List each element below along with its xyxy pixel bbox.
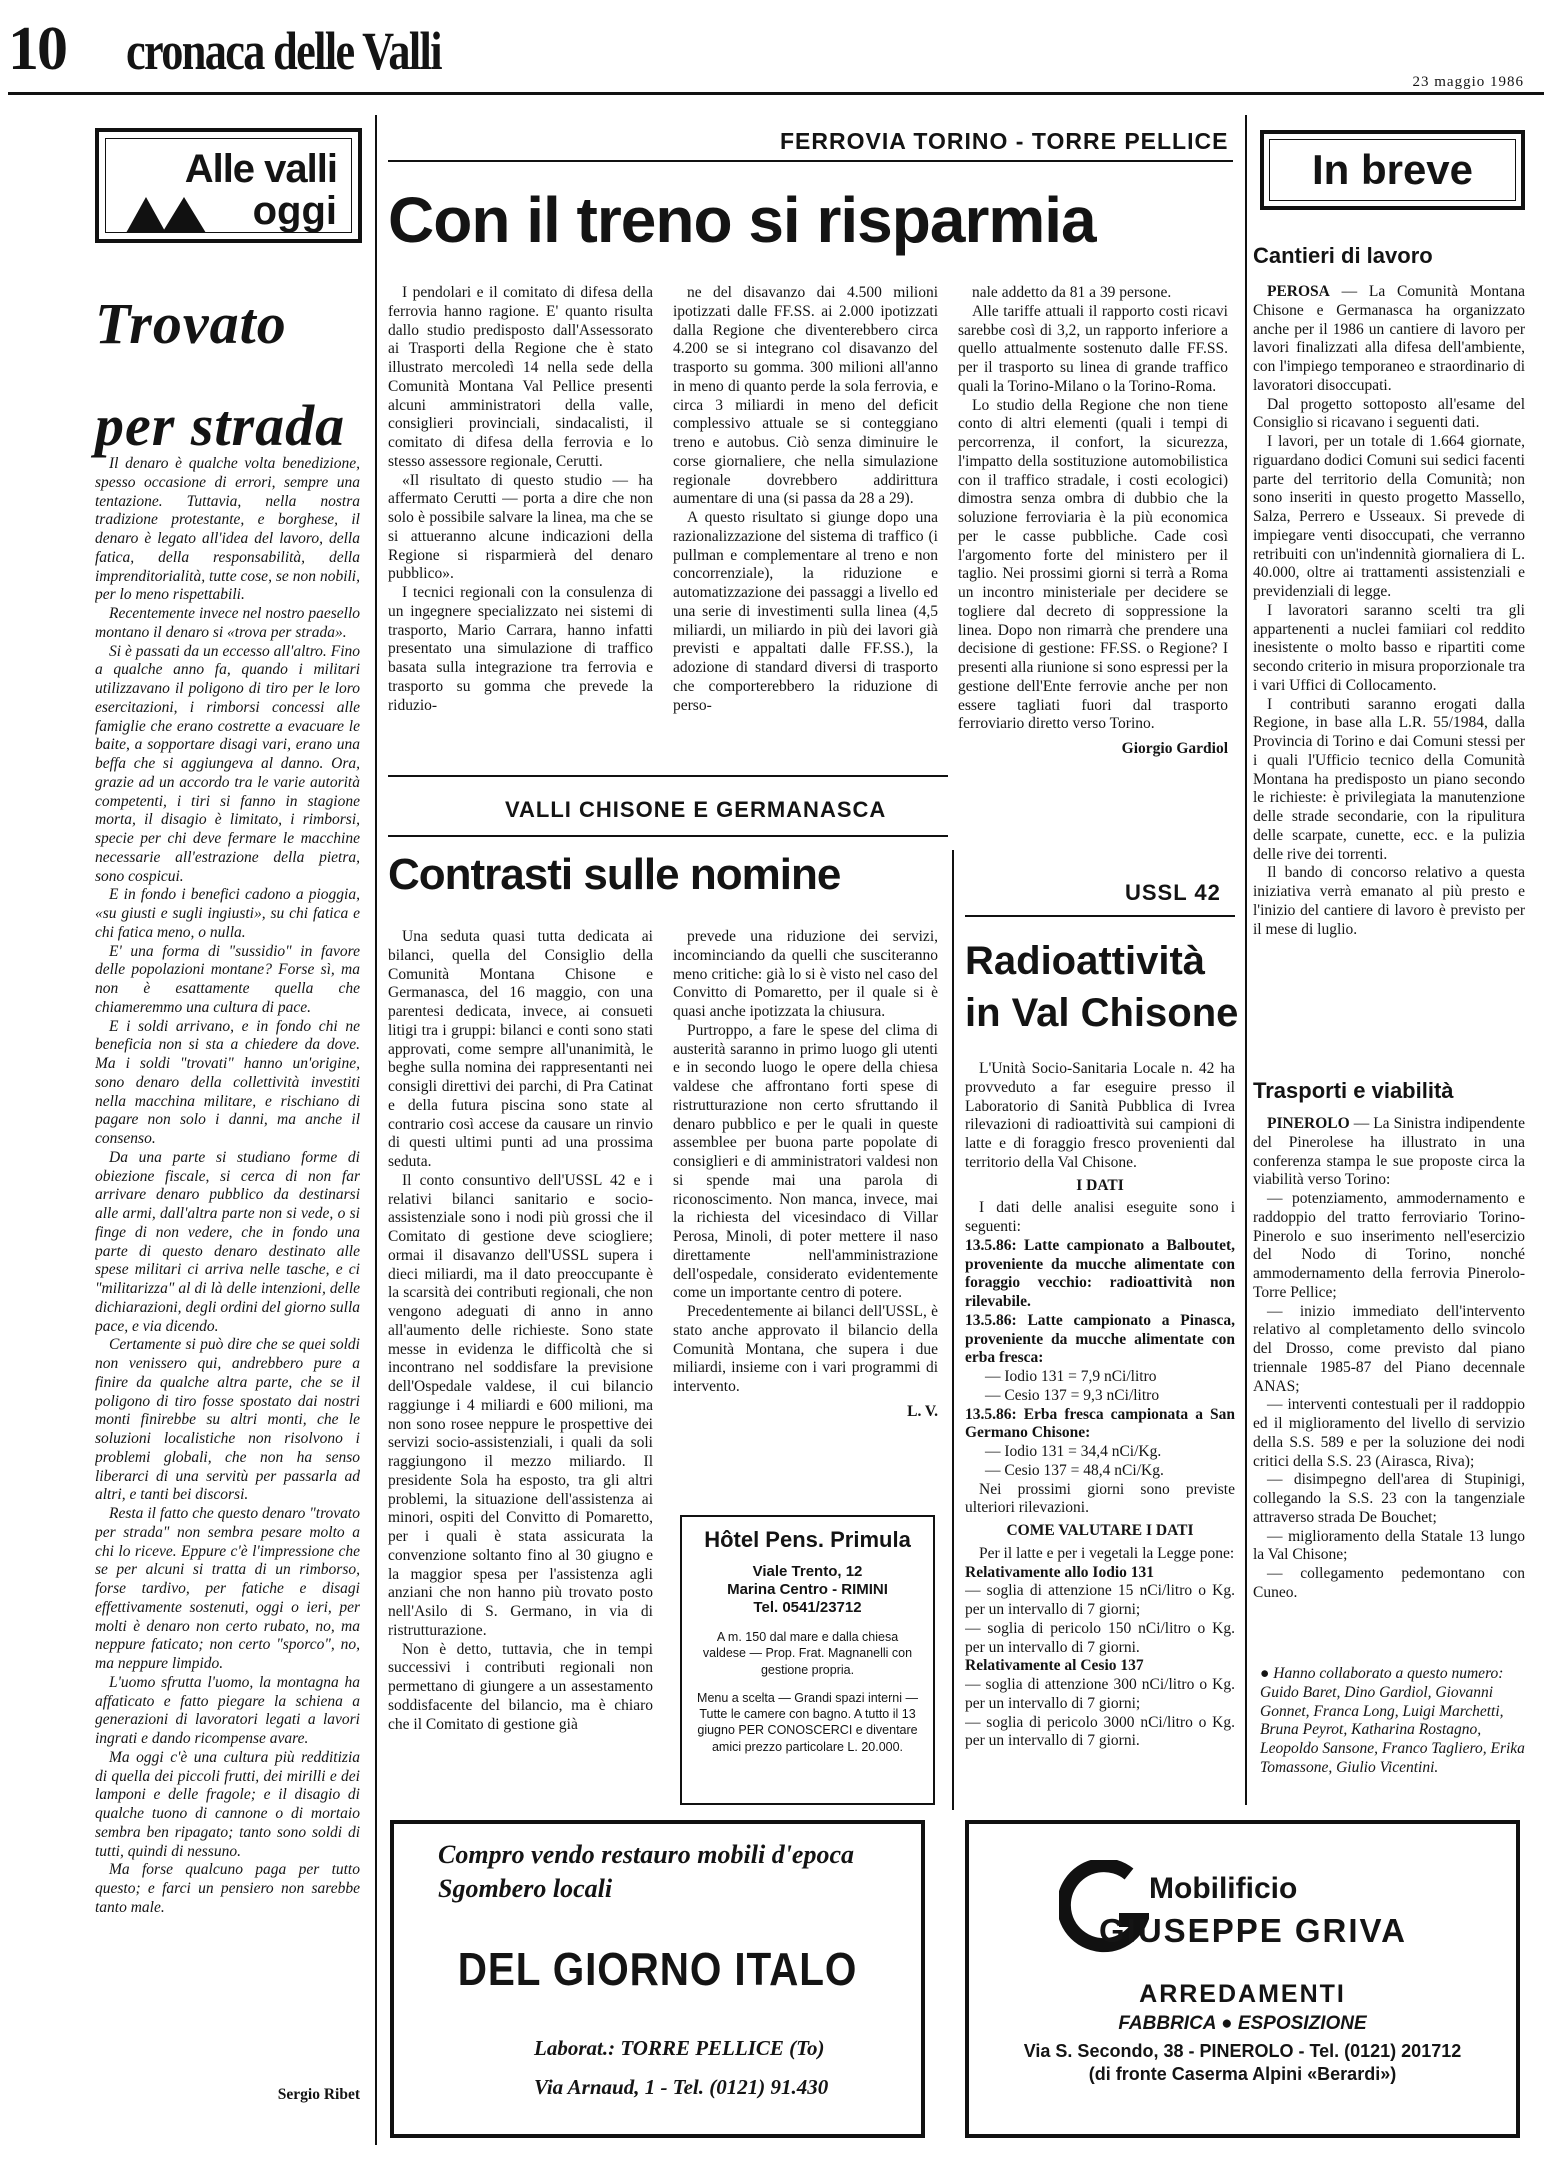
- text: — La Sinistra indipendente del Pinerolese ha illustrato in una conferenza stampa le sue proposte circa la viabilità verso Torino:: [1253, 1115, 1525, 1189]
- cantieri-title: Cantieri di lavoro: [1253, 243, 1433, 268]
- paragraph: — miglioramento della Statale 13 lungo la Val Chisone;: [1253, 1527, 1525, 1564]
- paragraph: I lavoratori saranno scelti tra gli appartenenti a nuclei famiiari col reddito inesistente o molto basso e ripartiti come secondo criterio in misura proporzionale tra i vari Uffici di Collocamento.: [1253, 601, 1525, 694]
- issue-date: 23 maggio 1986: [1412, 74, 1524, 90]
- ad-name: DEL GIORNO ITALO: [457, 1942, 858, 1995]
- paragraph: I dati delle analisi eseguite sono i seguenti:: [965, 1199, 1235, 1235]
- alle-valli-title: Alle valli: [184, 147, 337, 191]
- paragraph: E in fondo i benefici cadono a pioggia, «su giusti e sugli ingiusti», su chi fatica e chi fatica meno, o nulla.: [95, 886, 360, 941]
- column-rule: [375, 115, 377, 2145]
- griva-landmark: (di fronte Caserma Alpini «Berardi»): [1088, 2064, 1397, 2084]
- paper-name: cronaca delle Valli: [126, 21, 441, 81]
- text: — La Comunità Montana Chisone e Germanasca ha organizzato anche per il 1986 un cantiere di lavoro per lavori finalizzati alla difesa dell'ambiente, con l'impiego temporaneo e straordinario di lavoratori disoccupati.: [1253, 283, 1525, 394]
- mountains-icon: [126, 195, 206, 235]
- griva-category: ARREDAMENTI: [1139, 1980, 1346, 2008]
- ussl-body: [965, 1060, 1235, 1820]
- threshold-item: — soglia di attenzione 15 nCi/litro o Kg. per un intervallo di 7 giorni;: [965, 1582, 1235, 1618]
- trovato-signature: [95, 2080, 360, 2104]
- paragraph: Certamente si può dire che se quei soldi non venissero qui, andrebbero pure a finire da qualche altra parte, che se il poligono di tiro fosse spostato dai nostri monti finirebbe su altri monti, che le soluzioni localistiche non risolvono i problemi globali, che non ha senso liberarci di una servitù per passarla ad altri, e tanti bei discorsi.: [95, 1336, 360, 1504]
- paragraph: Dal progetto sottoposto all'esame del Consiglio si ricavano i seguenti dati.: [1253, 395, 1525, 432]
- contrasti-col-2: [673, 928, 938, 1498]
- data-value: — Iodio 131 = 34,4 nCi/Kg.: [985, 1443, 1162, 1460]
- paragraph: — potenziamento, ammodernamento e raddoppio del tratto ferroviario Torino-Pinerolo e suo inserimento nell'esercizio del Nodo di Torino, nonché ammodernamento della ferrovia Pinerolo-Torre Pellice;: [1253, 1190, 1525, 1301]
- paragraph: L'Unità Socio-Sanitaria Locale n. 42 ha provveduto a far eseguire presso il Laboratorio di Sanità Pubblica di Ivrea rilevazioni di radioattività sui campioni di latte e di foraggio fresco provenienti dal territorio della Val Chisone.: [965, 1060, 1235, 1171]
- paragraph: — interventi contestuali per il raddoppio ed il miglioramento del livello di servizio della S.S. 589 e per la soluzione dei nodi critici della S.S. 23 (Airasca, Riva);: [1253, 1396, 1525, 1470]
- page-number: 10: [8, 15, 66, 83]
- ferrovia-headline: Con il treno si risparmia: [388, 184, 1096, 256]
- paragraph: prevede una riduzione dei servizi, incominciando da quelli che susciteranno meno critiche: già lo si è visto nel caso del Convitto di Pomaretto, per il quale si è quasi anche ipotizzata la chiusura.: [673, 928, 938, 1020]
- paragraph: Si è passati da un eccesso all'altro. Fino a qualche anno fa, quando i militari utilizzavano il poligono di tiro per le loro esercitazioni, i rimborsi concessi alle famiglie che erano costrette a evacuare le baite, a sopportare disagi vari, erano una beffa che si aggiungeva al danno. Ora, grazie ad un accordo tra le varie autorità competenti, i tiri si fanno in stagione morta, il disagio è limitato, i rimborsi, specie per chi deve fermare le macchine necessarie all'estrazione della pietra, sono cospicui.: [95, 642, 360, 885]
- paragraph: Purtroppo, a fare le spese del clima di austerità saranno in primo luogo gli utenti e in secondo luogo le opere della chiesa valdese che affrontano forti spese di ristrutturazione non certo sfruttando il denaro pubblico e per le quali in queste assemblee per buona parte popolate di consiglieri e di amministratori valdesi non si spende mai una parola di riconoscimento. Non manca, invece, mai la richiesta del vicesindaco di Villar Perosa, Minoli, di poter mettere il naso direttamente nell'amministrazione dell'ospedale, considerato evidentemente come un importante centro di potere.: [673, 1021, 938, 1302]
- ad-line: Sgombero locali: [438, 1873, 613, 1903]
- rule: [388, 775, 948, 777]
- data-entry: 13.5.86: Latte campionato a Pinasca, proveniente da mucche alimentate con erba fresca:: [965, 1311, 1235, 1367]
- paragraph: — inizio immediato dell'intervento relativo al completamento dello svincolo del Drosso, come previsto dal piano triennale 1985-87 del Piano decennale ANAS;: [1253, 1302, 1525, 1395]
- del-giorno-italo-ad: [390, 1820, 925, 2138]
- trovato-title-line-1: Trovato: [95, 291, 287, 356]
- cantieri-body: [1253, 283, 1525, 1083]
- paragraph: Alle tariffe attuali il rapporto costi ricavi sarebbe così di 3,2, un rapporto inferiore a quello attualmente sostenuto dalle FF.SS. per il trasporto su linea di grande traffico quali la Torino-Milano o la Torino-Roma.: [958, 302, 1228, 395]
- data-entry: 13.5.86: Erba fresca campionata a San Germano Chisone:: [965, 1405, 1235, 1442]
- data-value: — Iodio 131 = 7,9 nCi/litro: [985, 1368, 1157, 1385]
- in-breve-title: In breve: [1269, 139, 1516, 201]
- threshold-item: — soglia di attenzione 300 nCi/litro o Kg. per un intervallo di 7 giorni;: [965, 1676, 1235, 1712]
- paragraph: Ma forse qualcuno paga per tutto questo; e farci un pensiero non sarebbe tanto male.: [95, 1861, 360, 1916]
- signature: Sergio Ribet: [277, 2086, 360, 2103]
- trovato-body: [95, 455, 360, 2070]
- paragraph: Non è detto, tuttavia, che in tempi successivi i contributi regionali non permettano di giungere a un assestamento soddisfacente del bilancio, ma è chiaro che il Comitato di gestione già: [388, 1640, 653, 1733]
- alle-valli-subtitle: oggi: [252, 189, 337, 233]
- paragraph: Lo studio della Regione che non tiene conto di altri elementi (quali i tempi di percorrenza, il confort, la sicurezza, l'impatto della sostituzione automobilistica con il traffico stradale, i costi ecologici) dimostra senza ombra di dubbio che la soluzione ferroviaria è la più economica per le casse pubbliche. Cade così l'argomento forte del ministero per il taglio. Nei prossimi giorni si terrà a Roma un incontro ministeriale per decidere se togliere dal decreto di soppressione la linea. Dopo non rimarrà che prendere una decisione di gestione: FF.SS. o Regione? I presenti alla riunione si sono espressi per la gestione dell'Ente ferrovie anche per non essere tagliati fuori dal trasporto ferroviario diretto verso Torino.: [958, 396, 1228, 733]
- trasporti-title: Trasporti e viabilità: [1253, 1078, 1454, 1103]
- ad-address: Via Arnaud, 1 - Tel. (0121) 91.430: [534, 2074, 829, 2099]
- mobilificio-griva-ad: [965, 1820, 1520, 2138]
- ferrovia-col-2: [673, 284, 938, 754]
- place-name: PEROSA: [1267, 283, 1330, 300]
- rule: [965, 915, 1235, 917]
- paragraph: Recentemente invece nel nostro paesello montano il denaro si «trova per strada».: [95, 605, 360, 641]
- bullet-icon: ●: [1260, 1665, 1274, 1682]
- griva-address: Via S. Secondo, 38 - PINEROLO - Tel. (0121) 201712: [1023, 2041, 1462, 2061]
- hotel-text: A m. 150 dal mare e dalla chiesa valdese — Prop. Frat. Magnanelli con gestione propria.: [702, 1630, 913, 1677]
- column-rule: [952, 850, 954, 1810]
- griva-name-line-1: Mobilificio: [1149, 1872, 1298, 1905]
- hotel-text: Menu a scelta — Grandi spazi interni — Tutte le camere con bagno. A tutto il 13 giugno PER CONOSCERCI e diventare amici prezzo particolare L. 20.000.: [697, 1690, 918, 1754]
- paragraph: Il bando di concorso relativo a questa iniziativa verrà emanato al più presto e l'inizio del cantiere di lavoro è previsto per il mese di luglio.: [1253, 864, 1525, 938]
- place-name: PINEROLO: [1267, 1115, 1350, 1132]
- ussl-headline-line-1: Radioattività: [965, 939, 1206, 983]
- hotel-phone: Tel. 0541/23712: [753, 1599, 862, 1616]
- rule: [388, 160, 1233, 162]
- paragraph: E i soldi arrivano, e in fondo chi ne beneficia non si sta a chiedere da dove. Ma i soldi "trovati" hanno un'origine, sono denaro della collettività investiti nella macchina militare, e rischiano di pagare non solo i danni, ma anche il consenso.: [95, 1017, 360, 1147]
- griva-subtitle: FABBRICA ● ESPOSIZIONE: [1118, 2013, 1367, 2034]
- ad-lab: Laborat.: TORRE PELLICE (To): [534, 2035, 825, 2060]
- trovato-title: [95, 285, 355, 466]
- paragraph: I pendolari e il comitato di difesa della ferrovia hanno ragione. E' quanto risulta dallo studio predisposto dall'Assessorato ai Trasporti della Regione che è stato illustrato mercoledì 14 nella sede della Comunità Montana Val Pellice presenti alcuni amministratori della valle, consiglieri provinciali, sindacalisti, il comitato di difesa della ferrovia e lo stesso assessore regionale, Cerutti.: [388, 284, 653, 470]
- paragraph: E' una forma di "sussidio" in favore delle popolazioni montane? Forse sì, ma non è esattamente quella che chiameremmo una cultura di pace.: [95, 942, 360, 1016]
- collaboratori-note: [1260, 1665, 1525, 1778]
- hotel-name: Hôtel Pens. Primula: [704, 1527, 911, 1552]
- paragraph: Una seduta quasi tutta dedicata ai bilanci, quella del Consiglio della Comunità Montana Chisone e Germanasca, del 16 maggio, con una parentesi dedicata, invece, ai consueti litigi tra i gruppi: bilanci e conti sono stati approvati, come sempre all'unanimità, le beghe sulla nomina dei rappresentanti nei consigli direttivi dei parchi, di Pra Catinat e della futura piscina sono state al contrario così accese da causare un rinvio di questi ultimi punti ad una prossima seduta.: [388, 928, 653, 1170]
- ussl-headline: [965, 935, 1240, 1039]
- contrasti-headline: Contrasti sulle nomine: [388, 850, 841, 899]
- threshold-item: — soglia di pericolo 3000 nCi/litro o Kg. per un intervallo di 7 giorni.: [965, 1713, 1235, 1750]
- hotel-address: Viale Trento, 12: [752, 1563, 863, 1580]
- valutare-title: COME VALUTARE I DATI: [1006, 1522, 1194, 1539]
- paragraph: — disimpegno dell'area di Stupinigi, collegando la S.S. 23 con la tangenziale attraverso strada De Bouchet;: [1253, 1471, 1525, 1526]
- paragraph: Resta il fatto che questo denaro "trovato per strada" non sembra pesare molto a chi lo riceve. Eppure c'è l'impressione che se per alcuni si tratta di un rimborso, forse tardivo, per fatiche e disagi effettivamente sostenuti, oggi o ieri, per molti è denaro non certo rubato, no, ma neppure faticato; non certo "sporco", no, ma neppure limpido.: [95, 1505, 360, 1672]
- hotel-city: Marina Centro - RIMINI: [727, 1581, 888, 1598]
- alle-valli-box: [95, 128, 362, 243]
- threshold-heading: Relativamente allo Iodio 131: [965, 1563, 1154, 1581]
- threshold-item: — soglia di pericolo 150 nCi/litro o Kg. per un intervallo di 7 giorni.: [965, 1619, 1235, 1656]
- paragraph: L'uomo sfrutta l'uomo, la montagna ha affaticato e fatto piegare la schiena a generazioni di lavoratori legati a lavori ingrati e dando ricompense avare.: [95, 1673, 360, 1747]
- signature: L. V.: [907, 1402, 938, 1420]
- paragraph: Precedentemente ai bilanci dell'USSL, è stato anche approvato il bilancio della Comunità Montana, che supera i due miliardi, insieme con i vari programmi di intervento.: [673, 1303, 938, 1395]
- signature: Giorgio Gardiol: [1121, 740, 1228, 757]
- paragraph: «Il risultato di questo studio — ha affermato Cerutti — porta a dire che non solo è possibile salvare la linea, ma che se si attueranno alcune indicazioni della Regione si risparmierà del denaro pubblico».: [388, 471, 653, 583]
- ferrovia-col-1: [388, 284, 653, 754]
- paragraph: nale addetto da 81 a 39 persone.: [972, 284, 1172, 301]
- collab-text: Hanno collaborato a questo numero: Guido Baret, Dino Gardiol, Giovanni Gonnet, Franca Long, Luigi Marchetti, Bruna Peyrot, Katharina Rostagno, Leopoldo Sansone, Franco Tagliero, Erika Tomassone, Giulio Vicentini.: [1260, 1665, 1525, 1776]
- paragraph: Ma oggi c'è una cultura più redditizia di quella dei piccoli frutti, dei mirilli e dei lamponi e delle fragole; e il disagio di qualche tuono di cannone o di mortaio sembra ben ripagato; tanto sono soldi di tutti, quindi di nessuno.: [95, 1748, 360, 1860]
- paragraph: Il conto consuntivo dell'USSL 42 e i relativi bilanci sanitario e socio-assistenziale sono i nodi più grossi che il Comitato di gestione deve sciogliere; ormai il disavanzo dell'USSL supera i dieci miliardi, ma il dato preoccupante è la scarsità dei contributi regionali, che non vengono adeguati di anno in anno all'aumento delle richieste. Sono state messe in evidenza le difficoltà che si incontrano nel soddisfare la previsione dell'Ospedale valdese, il cui bilancio raggiunge i 4 miliardi e 600 milioni, ma non sono rosee neppure le prospettive dei servizi socio-assistenziali, i quali da soli raggiungono il mezzo miliardo. Il presidente Sola ha esposto, tra gli altri problemi, la situazione dell'assistenza ai minori, ospiti del Convitto di Pomaretto, per i quali è stata assicurata la convenzione soltanto fino al 30 giugno e la maggior spesa per l'assistenza agli anziani che non hanno più trovato posto nell'Asilo di S. Germano, in via di ristrutturazione.: [388, 1171, 653, 1639]
- masthead-rule: [8, 92, 1544, 95]
- ussl-kicker: USSL 42: [1125, 880, 1221, 905]
- griva-name-line-2: GIUSEPPE GRIVA: [1099, 1912, 1407, 1949]
- paragraph: I contributi saranno erogati dalla Regione, in base alla L.R. 55/1984, dalla Provincia di Torino e dai Comuni stessi per i quali l'Ufficio tecnico della Comunità Montana ha predisposto un piano secondo le richieste: è privilegiata la manutenzione delle strade secondarie, con la ripulitura delle scarpate, cunette, ecc. e la pulizia delle rive dei torrenti.: [1253, 695, 1525, 863]
- data-value: — Cesio 137 = 9,3 nCi/litro: [985, 1386, 1160, 1404]
- paragraph: Nei prossimi giorni sono previste ulteriori rilevazioni.: [965, 1480, 1235, 1517]
- paragraph: A questo risultato si giunge dopo una razionalizzazione del sistema di traffico (i pullman e complementare al treno e non concorrenziale), la riduzione e automatizzazione dei passaggi a livello ed una serie di investimenti sulla linea (4,5 miliardi, un miliardo in più dei lavori già previsti e appaltati dalle FF.SS.), la adozione di standard diversi di trasporto che comporterebbero la riduzione di perso-: [673, 509, 938, 714]
- in-breve-box: [1260, 130, 1525, 210]
- paragraph: I tecnici regionali con la consulenza di un ingegnere specializzato nei sistemi di trasporto, Mario Carrara, hanno infatti presentato una simulazione di traffico basata sulla integrazione tra ferrovia e trasporto su gomma che prevede la riduzio-: [388, 584, 653, 714]
- paragraph: Da una parte si studiano forme di obiezione fiscale, si cerca di non far arrivare denaro pubblico da destinarsi alle armi, dall'altra parte non si vede, o si finge di non vedere, che in fondo una parte di questo denaro destinato alle spese militari ci arriva nelle tasche, e ci "militarizza" al di là delle intenzioni, delle dichiarazioni, degli ordini del giorno sulla pace, e via dicendo.: [95, 1148, 360, 1335]
- contrasti-kicker: VALLI CHISONE E GERMANASCA: [505, 797, 887, 822]
- hotel-primula-ad: [680, 1515, 935, 1805]
- data-entry: 13.5.86: Latte campionato a Balboutet, proveniente da mucche alimentate con foraggio vecchio: radioattività non rilevabile.: [965, 1236, 1235, 1310]
- paragraph: Per il latte e per i vegetali la Legge pone:: [979, 1544, 1235, 1562]
- trovato-title-line-2: per strada: [95, 393, 346, 459]
- ad-line: Compro vendo restauro mobili d'epoca: [438, 1840, 854, 1869]
- dati-title: I DATI: [1076, 1176, 1124, 1194]
- paragraph: [1253, 283, 1525, 396]
- threshold-heading: Relativamente al Cesio 137: [965, 1657, 1144, 1675]
- data-value: — Cesio 137 = 48,4 nCi/Kg.: [985, 1461, 1164, 1479]
- masthead: [8, 15, 1544, 98]
- paragraph: ne del disavanzo dai 4.500 milioni ipotizzati dalle FF.SS. ai 2.000 ipotizzati dalla Regione che diventerebbero circa 4.200 se si integrano col disavanzo del trasporto su gomma. 300 milioni all'anno in meno di quanto perde la sola ferrovia, e circa 3 miliardi in meno del deficit complessivo attuale se si conteggiano treno e autobus. Ciò senza diminuire le corse giornaliere, che nella simulazione regionale dovrebbero addirittura aumentare di una (si passa da 28 a 29).: [673, 284, 938, 508]
- paragraph: — collegamento pedemontano con Cuneo.: [1253, 1565, 1525, 1601]
- paragraph: Il denaro è qualche volta benedizione, spesso occasione di errori, sempre una tentazione. Tuttavia, nella nostra tradizione protestante, e borghese, il denaro è legato all'idea del lavoro, della fatica, della responsabilità, della imprenditorialità, tutte cose, se non nobili, per lo meno rispettabili.: [95, 455, 360, 604]
- paragraph: [1253, 1115, 1525, 1190]
- rule: [388, 835, 948, 837]
- trasporti-body: [1253, 1115, 1525, 1660]
- paragraph: I lavori, per un totale di 1.664 giornate, riguardano dodici Comuni sui sedici facenti parte del territorio della Comunità; non sono inseriti in questo progetto Massello, Salza, Perrero e Usseaux. Si prevede di impiegare venti disoccupati, che verranno retribuiti con un'indennità giornaliera di L. 40.000, oltre ai trattamenti assistenziali e previdenziali di legge.: [1253, 433, 1525, 600]
- ussl-headline-line-2: in Val Chisone: [965, 991, 1239, 1035]
- ferrovia-kicker: FERROVIA TORINO - TORRE PELLICE: [780, 128, 1229, 154]
- column-rule: [1245, 115, 1247, 1805]
- ferrovia-col-3: [958, 284, 1228, 839]
